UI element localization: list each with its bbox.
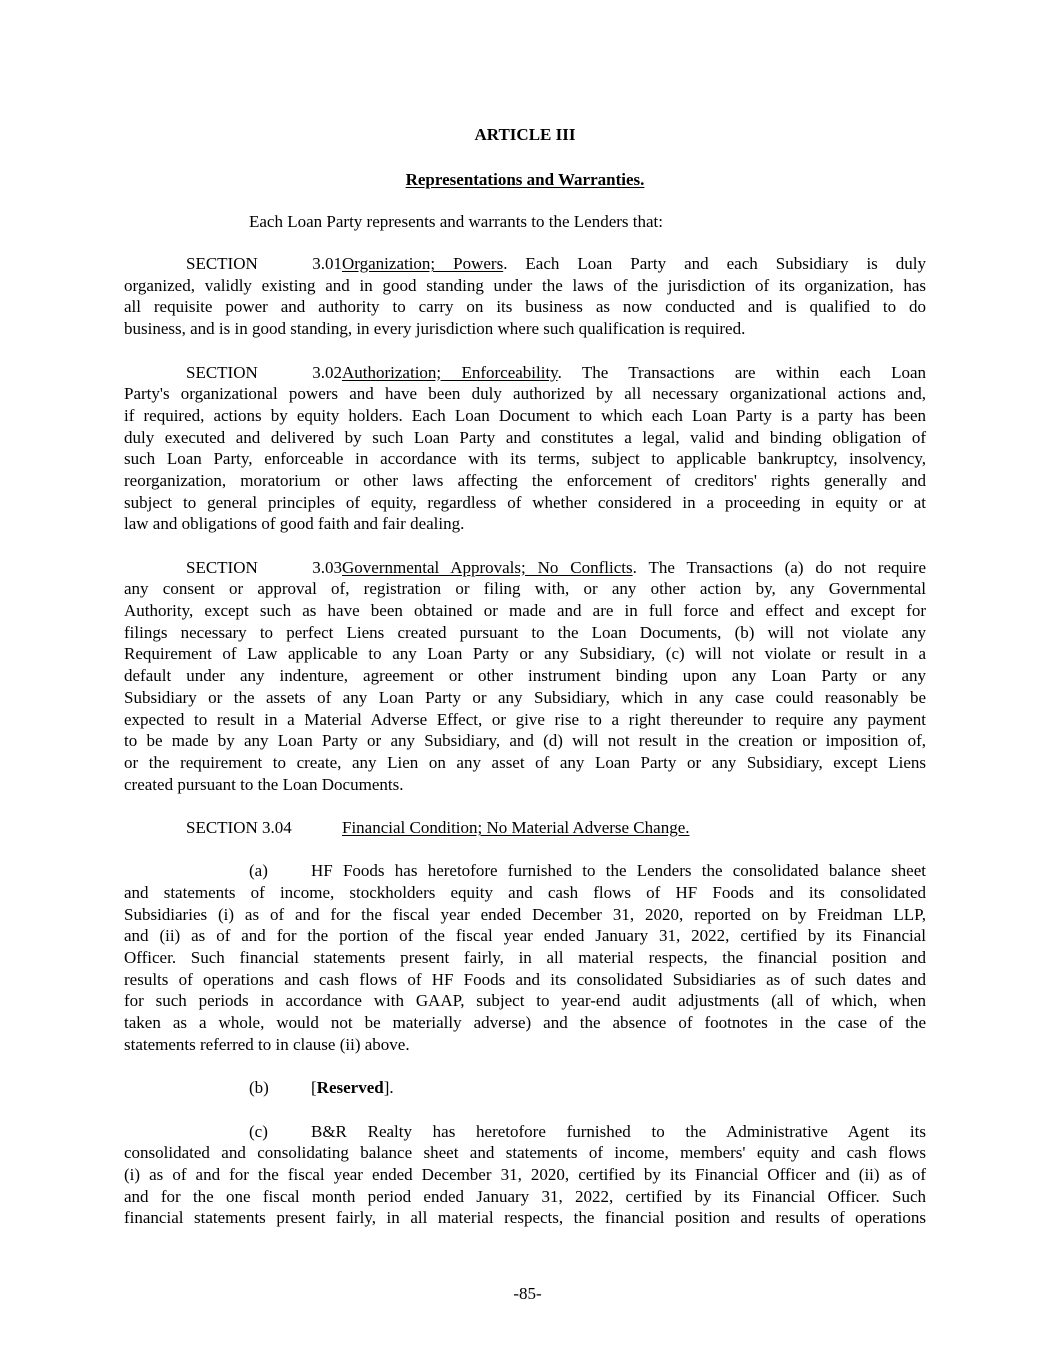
section-text: . The Transactions are within each Loan [557, 362, 927, 382]
paragraph-line: Party's organizational powers and have been duly authorized by all necessary organizational actions and, [124, 384, 926, 404]
paragraph-line: for such periods in accordance with GAAP, subject to year-end audit adjustments (all of which, when [124, 991, 926, 1011]
paragraph-line: consolidated and consolidating balance sheet and statements of income, members' equity and cash flows [124, 1143, 926, 1163]
paragraph-first-line [124, 1121, 926, 1143]
section-heading: Financial Condition; No Material Adverse Change. [342, 817, 690, 837]
paragraph-line: financial statements present fairly, in all material respects, the financial position and results of operations [124, 1208, 926, 1228]
reserved-label: Reserved [316, 1078, 384, 1098]
page-number: -85- [513, 1284, 542, 1303]
paragraph-line: duly executed and delivered by such Loan Party and constitutes a legal, valid and binding obligation of [124, 427, 926, 447]
paragraph-first-line [124, 557, 926, 579]
paragraph-line: statements referred to in clause (ii) above. [124, 1034, 410, 1054]
paragraph-line: organized, validly existing and in good standing under the laws of the jurisdiction of its organization, has [124, 275, 926, 295]
paragraph-line: and for the one fiscal month period ended January 31, 2022, certified by its Financial Officer. Such [124, 1186, 926, 1206]
paragraph-first-line [124, 817, 926, 839]
document-page [124, 124, 926, 1251]
section-number: SECTION 3.04 [186, 817, 292, 837]
paragraph-line: to be made by any Loan Party or any Subsidiary, and (d) will not result in the creation or imposition of, [124, 731, 926, 751]
section-number: SECTION 3.03 [186, 557, 342, 577]
paragraph-line: Authority, except such as have been obtained or made and are in full force and effect and except for [124, 601, 926, 621]
article-title: ARTICLE III [474, 125, 576, 144]
subsection-text: HF Foods has heretofore furnished to the Lenders the consolidated balance sheet [311, 861, 926, 881]
paragraph-line: taken as a whole, would not be materially adverse) and the absence of footnotes in the case of the [124, 1013, 926, 1033]
paragraph-line: such Loan Party, enforceable in accordance with its terms, subject to applicable bankruptcy, insolvency, [124, 449, 926, 469]
section-text: . The Transactions (a) do not require [632, 557, 926, 577]
section-paragraph [124, 817, 926, 839]
paragraph-line: all requisite power and authority to carry on its business as now conducted and is qualified to do [124, 297, 926, 317]
subsection-paragraph [124, 1077, 926, 1099]
paragraph-line: Requirement of Law applicable to any Loan Party or any Subsidiary, (c) will not violate or result in a [124, 644, 926, 664]
paragraph-line: (i) as of and for the fiscal year ended December 31, 2020, certified by its Financial Officer and (ii) as of [124, 1164, 926, 1184]
intro-text: Each Loan Party represents and warrants to the Lenders that: [249, 211, 663, 231]
paragraph-line: law and obligations of good faith and fair dealing. [124, 514, 465, 534]
paragraph-line: Subsidiaries (i) as of and for the fiscal year ended December 31, 2020, reported on by Freidman LLP, [124, 904, 926, 924]
section-paragraph [124, 362, 926, 536]
paragraph-line: and (ii) as of and for the portion of the fiscal year ended January 31, 2022, certified by its Financial [124, 926, 926, 946]
section-paragraph [124, 557, 926, 796]
subsection-marker: (c) [249, 1121, 268, 1141]
article-heading: Representations and Warranties. [405, 169, 645, 189]
paragraph-line: filings necessary to perfect Liens created pursuant to the Loan Documents, (b) will not violate any [124, 622, 926, 642]
document-body [124, 253, 926, 1229]
subsection-text: B&R Realty has heretofore furnished to the Administrative Agent its [311, 1121, 926, 1141]
paragraph-line: subject to general principles of equity, regardless of whether considered in a proceeding in equity or at [124, 492, 926, 512]
section-paragraph [124, 253, 926, 340]
paragraph-first-line [124, 860, 926, 882]
section-text: . Each Loan Party and each Subsidiary is duly [503, 254, 926, 274]
bracket-open: [ [311, 1078, 317, 1098]
subsection-marker: (a) [249, 861, 268, 881]
paragraph-line: Subsidiary or the assets of any Loan Party or any Subsidiary, which in any case could reasonably be [124, 687, 926, 707]
paragraph-line: or the requirement to create, any Lien on any asset of any Loan Party or any Subsidiary, except Liens [124, 752, 926, 772]
paragraph-line: expected to result in a Material Adverse Effect, or give rise to a right thereunder to require any payment [124, 709, 926, 729]
section-heading: Organization; Powers [342, 254, 504, 274]
section-heading: Governmental Approvals; No Conflicts [342, 557, 633, 577]
paragraph-line: results of operations and cash flows of HF Foods and its consolidated Subsidiaries as of such dates and [124, 969, 926, 989]
bracket-close: ]. [383, 1078, 394, 1098]
paragraph-first-line [124, 253, 926, 275]
paragraph-first-line [124, 362, 926, 384]
paragraph-line: any consent or approval of, registration or filing with, or any other action by, any Governmental [124, 579, 926, 599]
paragraph-line: Officer. Such financial statements present fairly, in all material respects, the financial position and [124, 948, 926, 968]
paragraph-line: and statements of income, stockholders equity and cash flows of HF Foods and its consolidated [124, 883, 926, 903]
section-number: SECTION 3.02 [186, 362, 342, 382]
subsection-paragraph [124, 860, 926, 1055]
section-heading: Authorization; Enforceability [342, 362, 558, 382]
section-number: SECTION 3.01 [186, 254, 342, 274]
paragraph-first-line [124, 1077, 926, 1099]
paragraph-line: default under any indenture, agreement or other instrument binding upon any Loan Party or any [124, 666, 926, 686]
paragraph-line: if required, actions by equity holders. Each Loan Document to which each Loan Party is a party has been [124, 405, 926, 425]
paragraph-line: created pursuant to the Loan Documents. [124, 774, 404, 794]
subsection-paragraph [124, 1121, 926, 1229]
paragraph-line: business, and is in good standing, in every jurisdiction where such qualification is required. [124, 319, 746, 339]
subsection-marker: (b) [249, 1078, 269, 1098]
paragraph-line: reorganization, moratorium or other laws affecting the enforcement of creditors' rights generally and [124, 470, 926, 490]
